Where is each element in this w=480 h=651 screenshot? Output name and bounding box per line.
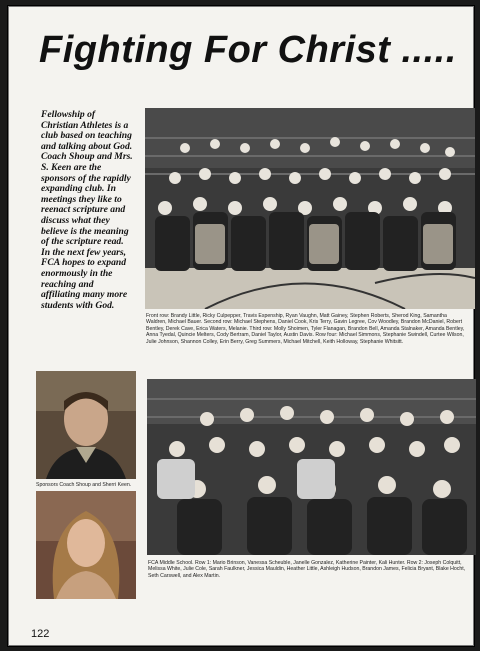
coach-shoup-photo [36, 371, 136, 479]
middle-school-caption: FCA Middle School. Row 1: Mario Brinson, Vanessa Scheuble, Janelle Gonzalez, Katherine Painter, Kali Hunter. Row 2: Joseph Colquitt, Melissa White, Julie Cole, Sarah Faulkner, Jessica Mauldin, Heather Little, Ashleigh Hudson, Brandon James, Felicia Bryant, Blake Hocht, Seth Carswell, and Alex Martin. [148, 560, 466, 579]
middle-school-photo [147, 379, 476, 555]
page-number: 122 [31, 628, 50, 640]
yearbook-page [8, 6, 474, 646]
group-photo [145, 108, 475, 309]
intro-text: Fellowship of Christian Athletes is a club based on teaching and talking about God. Coach Shoup and Mrs. S. Keen are the sponsors of the rapidly expanding club. In meetings they like to reenact scripture and discuss what they believe is the meaning of the scripture read. In the next few years, FCA hopes to expand enormously in the reaching and affiliating many more students with God. [41, 109, 133, 311]
page-title: Fighting For Christ ..... [39, 29, 457, 71]
group-photo-caption: Front row: Brandy Little, Ricky Culpepper, Travis Espenship, Ryan Vaughn, Matt Gainey, Stephen Roberts, Sherod King, Samantha Waldren, Michael Bauer. Second row: Michael Stephens, Daniel Cook, Kris Terry, Gavin Legree, Cov Woodley, Brandon McDaniel, Robert Bentley, Derek Cave, Erica Waters, Melanie. Third row: Molly Shoimen, Tyler Flanagan, Brandon Bell, Amanda Stalnaker, Amanda Bentley, Anna Tyedal, Quincie Melters, Cody Bertram, Daniel Taylor, Austin Davis. Row four: Michael Simmons, Stephanie Swindell, Curtee Wilson, Julie Johnson, Shannon Colley, Erin Berry, Greg Summers, Michael Mitchell, Keith Holloway, Stephanie Whitsitt. [146, 313, 465, 345]
sponsors-caption: Sponsors Coach Shoup and Sherri Keen. [36, 482, 132, 488]
sherri-keen-photo [36, 491, 136, 599]
